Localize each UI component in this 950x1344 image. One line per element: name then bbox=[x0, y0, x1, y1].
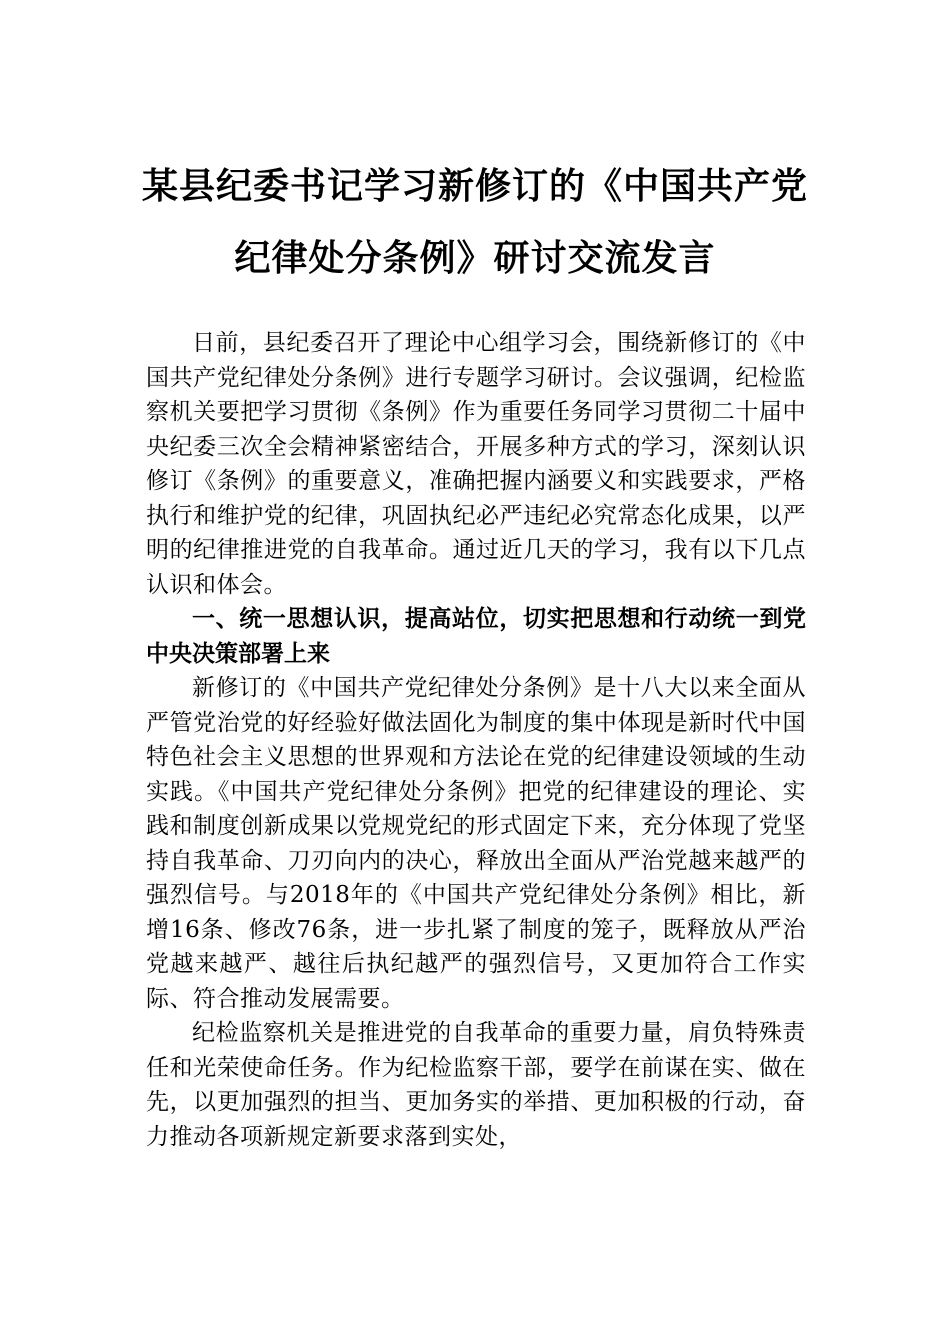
section-1-paragraph-1: 新修订的《中国共产党纪律处分条例》是十八大以来全面从严管党治党的好经验好做法固化为制度的集中体现是新时代中国特色社会主义思想的世界观和方法论在党的纪律建设领域的生动实践。《中国共产党纪律处分条例》把党的纪律建设的理论、实践和制度创新成果以党规党纪的形式固定下来，充分体现了党坚持自我革命、刀刃向内的决心，释放出全面从严治党越来越严的强烈信号。与2018年的《中国共产党纪律处分条例》相比，新增16条、修改76条，进一步扎紧了制度的笼子，既释放从严治党越来越严、越往后执纪越严的强烈信号，又更加符合工作实际、符合推动发展需要。 bbox=[146, 675, 806, 1012]
document-title bbox=[0, 150, 950, 294]
section-1-heading: 一、统一思想认识，提高站位，切实把思想和行动统一到党中央决策部署上来 bbox=[146, 606, 806, 667]
title-line-1: 某县纪委书记学习新修订的《中国共产党 bbox=[141, 165, 808, 207]
section-1-paragraph-2: 纪检监察机关是推进党的自我革命的重要力量，肩负特殊责任和光荣使命任务。作为纪检监察干部，要学在前谋在实、做在先，以更加强烈的担当、更加务实的举措、更加积极的行动，奋力推动各项新规定新要求落到实处， bbox=[146, 1020, 806, 1150]
intro-paragraph: 日前，县纪委召开了理论中心组学习会，围绕新修订的《中国共产党纪律处分条例》进行专题学习研讨。会议强调，纪检监察机关要把学习贯彻《条例》作为重要任务同学习贯彻二十届中央纪委三次全会精神紧密结合，开展多种方式的学习，深刻认识修订《条例》的重要意义，准确把握内涵要义和实践要求，严格执行和维护党的纪律，巩固执纪必严违纪必究常态化成果，以严明的纪律推进党的自我革命。通过近几天的学习，我有以下几点认识和体会。 bbox=[146, 330, 806, 598]
document-body bbox=[146, 326, 806, 1154]
title-line-2: 纪律处分条例》研讨交流发言 bbox=[234, 237, 716, 279]
